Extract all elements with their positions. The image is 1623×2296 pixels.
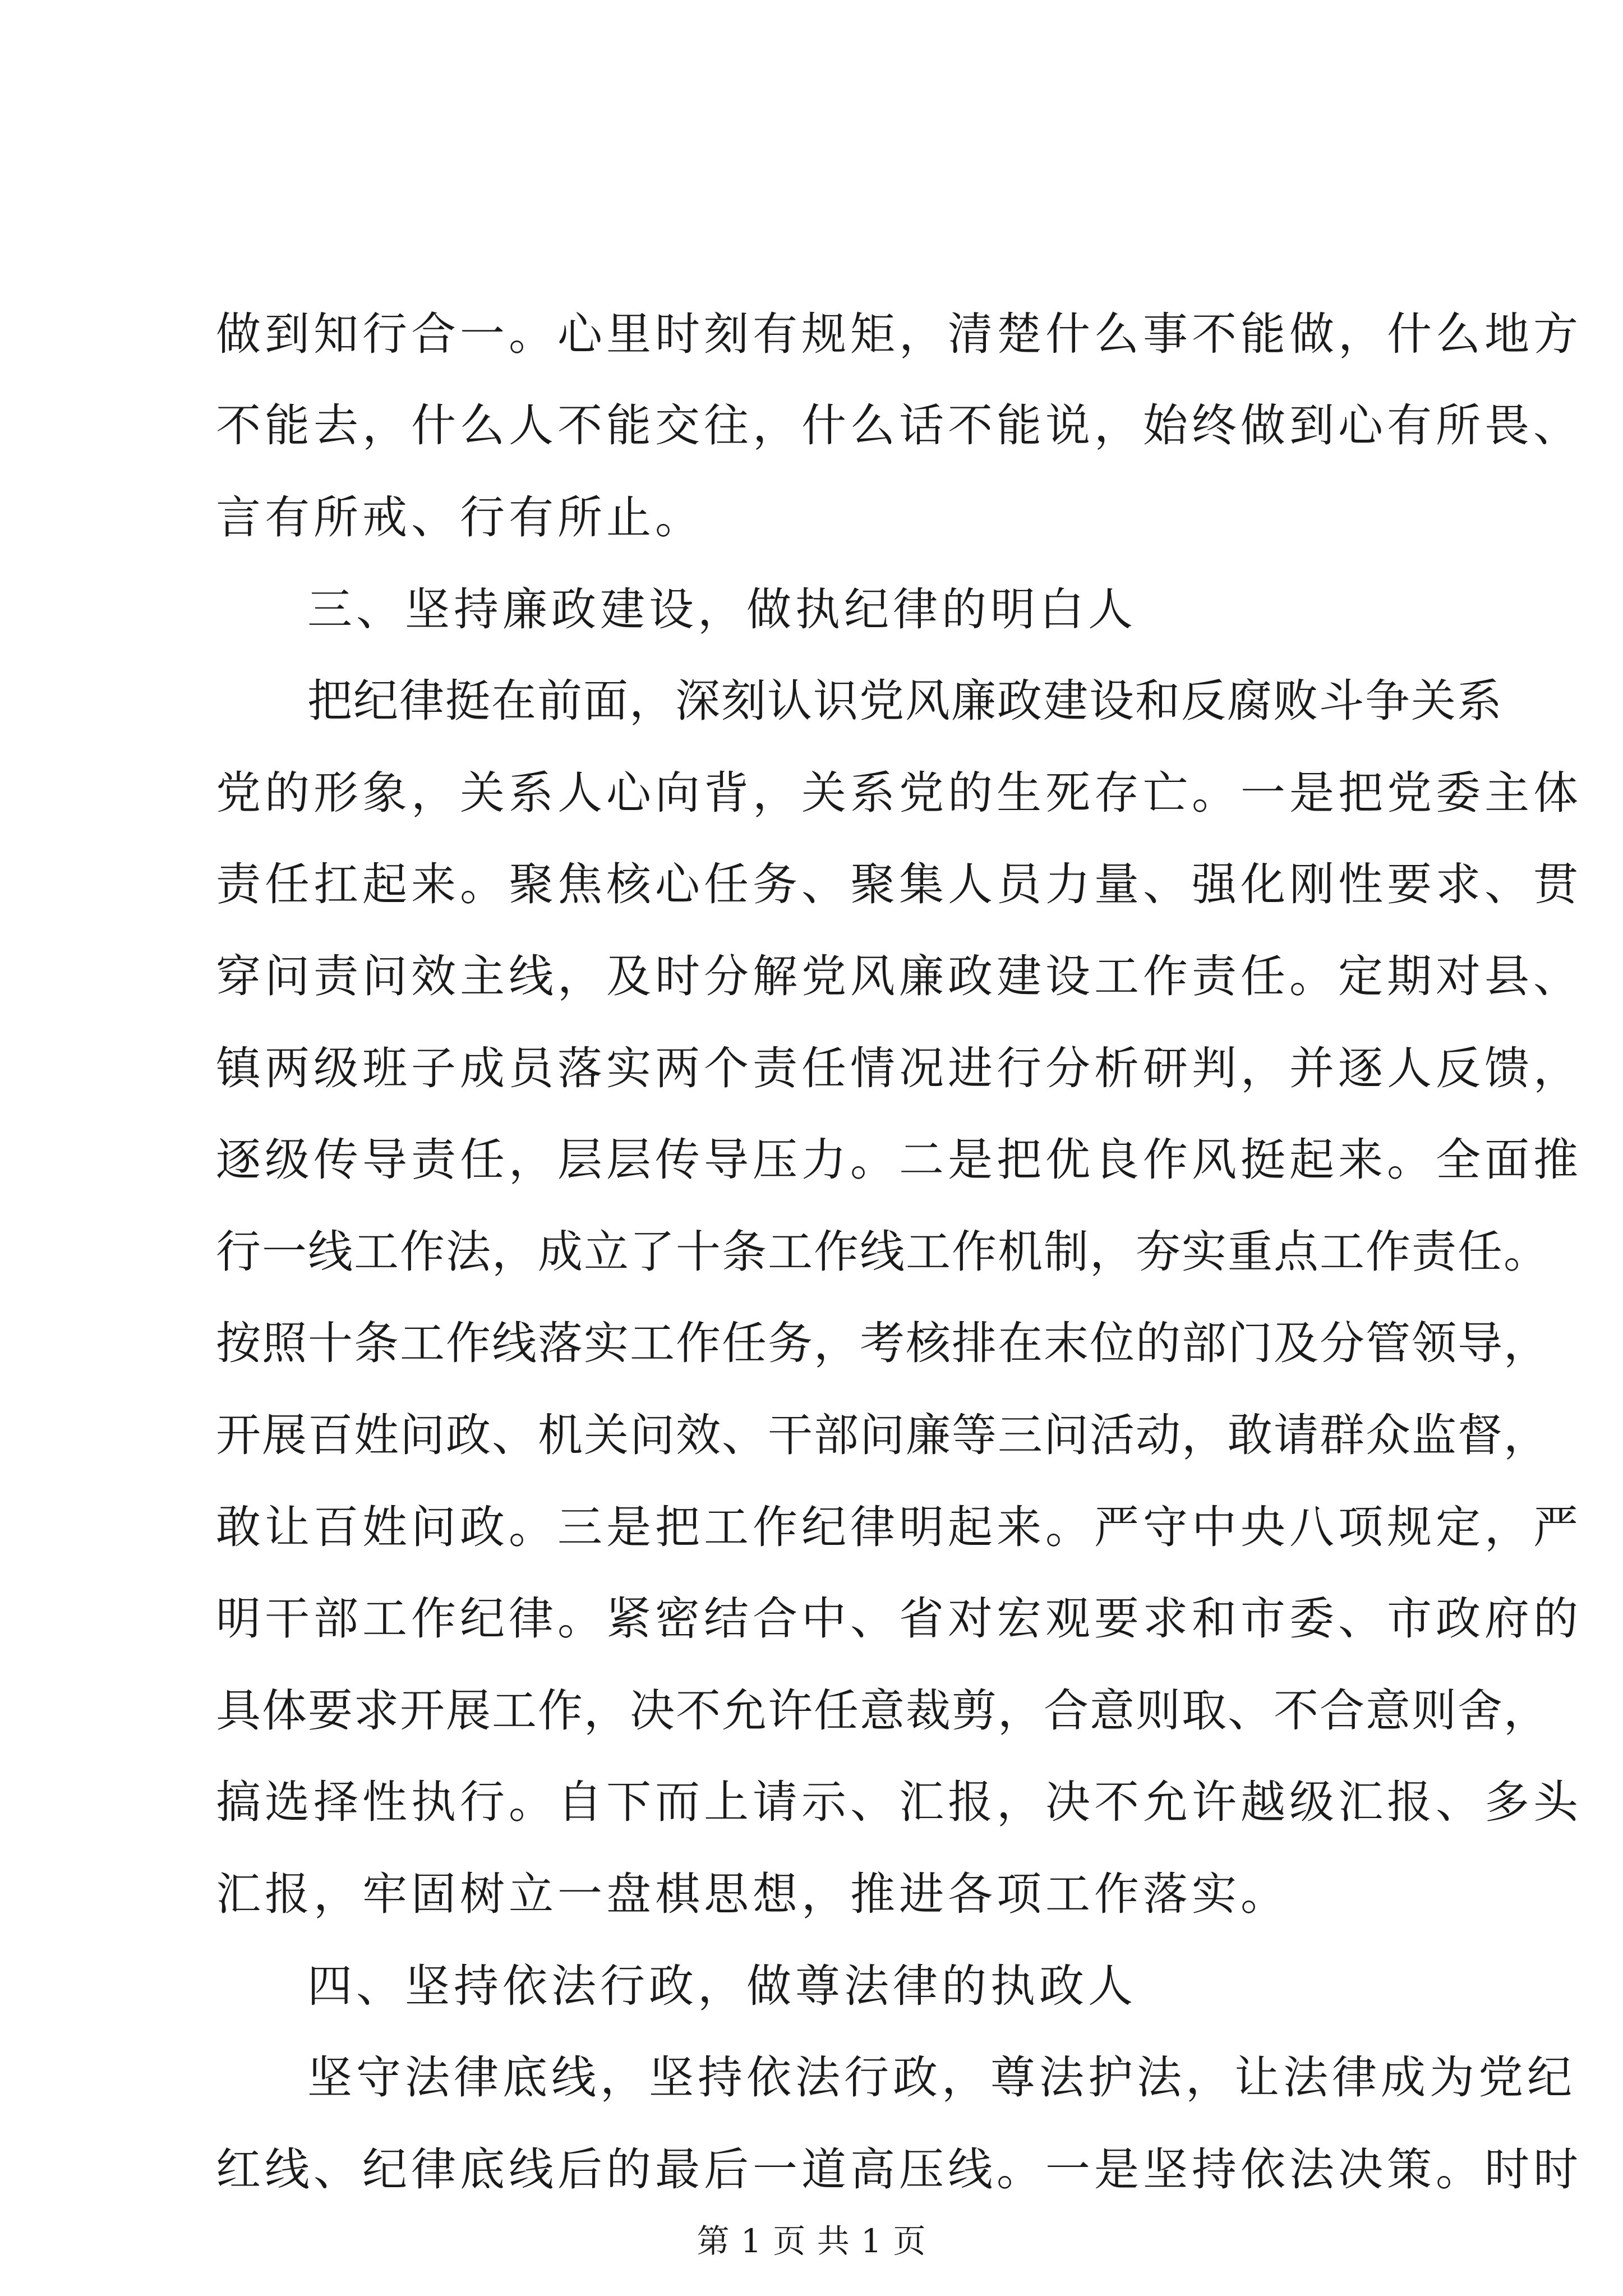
text-line: 穿问责问效主线，及时分解党风廉政建设工作责任。定期对县、	[216, 950, 1582, 1002]
text-line: 敢让百姓问政。三是把工作纪律明起来。严守中央八项规定，严	[216, 1501, 1582, 1553]
text-line: 具体要求开展工作，决不允许任意裁剪，合意则取、不合意则舍，	[216, 1685, 1550, 1737]
text-line: 坚守法律底线，坚持依法行政，尊法护法，让法律成为党纪	[307, 2051, 1576, 2104]
text-line: 明干部工作纪律。紧密结合中、省对宏观要求和市委、市政府的	[216, 1593, 1582, 1645]
text-line: 行一线工作法，成立了十条工作线工作机制，夯实重点工作责任。	[216, 1226, 1550, 1278]
text-line: 逐级传导责任，层层传导压力。二是把优良作风挺起来。全面推	[216, 1134, 1582, 1186]
text-line: 开展百姓问政、机关问效、干部问廉等三问活动，敢请群众监督，	[216, 1409, 1550, 1461]
text-line: 镇两级班子成员落实两个责任情况进行分析研判，并逐人反馈，	[216, 1042, 1582, 1094]
text-line: 搞选择性执行。自下而上请示、汇报，决不允许越级汇报、多头	[216, 1776, 1582, 1828]
section-heading: 三、坚持廉政建设，做执纪律的明白人	[307, 583, 1137, 636]
text-line: 按照十条工作线落实工作任务，考核排在末位的部门及分管领导，	[216, 1317, 1550, 1369]
text-line: 言有所戒、行有所止。	[216, 491, 704, 544]
text-line: 党的形象，关系人心向背，关系党的生死存亡。一是把党委主体	[216, 767, 1582, 819]
page-footer: 第 1 页 共 1 页	[697, 2222, 926, 2260]
text-line: 汇报，牢固树立一盘棋思想，推进各项工作落实。	[216, 1868, 1289, 1920]
text-line: 把纪律挺在前面，深刻认识党风廉政建设和反腐败斗争关系	[307, 675, 1503, 727]
text-line: 红线、纪律底线后的最后一道高压线。一是坚持依法决策。时时	[216, 2143, 1582, 2196]
section-heading: 四、坚持依法行政，做尊法律的执政人	[307, 1960, 1137, 2012]
text-line: 做到知行合一。心里时刻有规矩，清楚什么事不能做，什么地方	[216, 308, 1582, 360]
text-line: 不能去，什么人不能交往，什么话不能说，始终做到心有所畏、	[216, 399, 1582, 452]
text-line: 责任扛起来。聚焦核心任务、聚集人员力量、强化刚性要求、贯	[216, 858, 1582, 910]
